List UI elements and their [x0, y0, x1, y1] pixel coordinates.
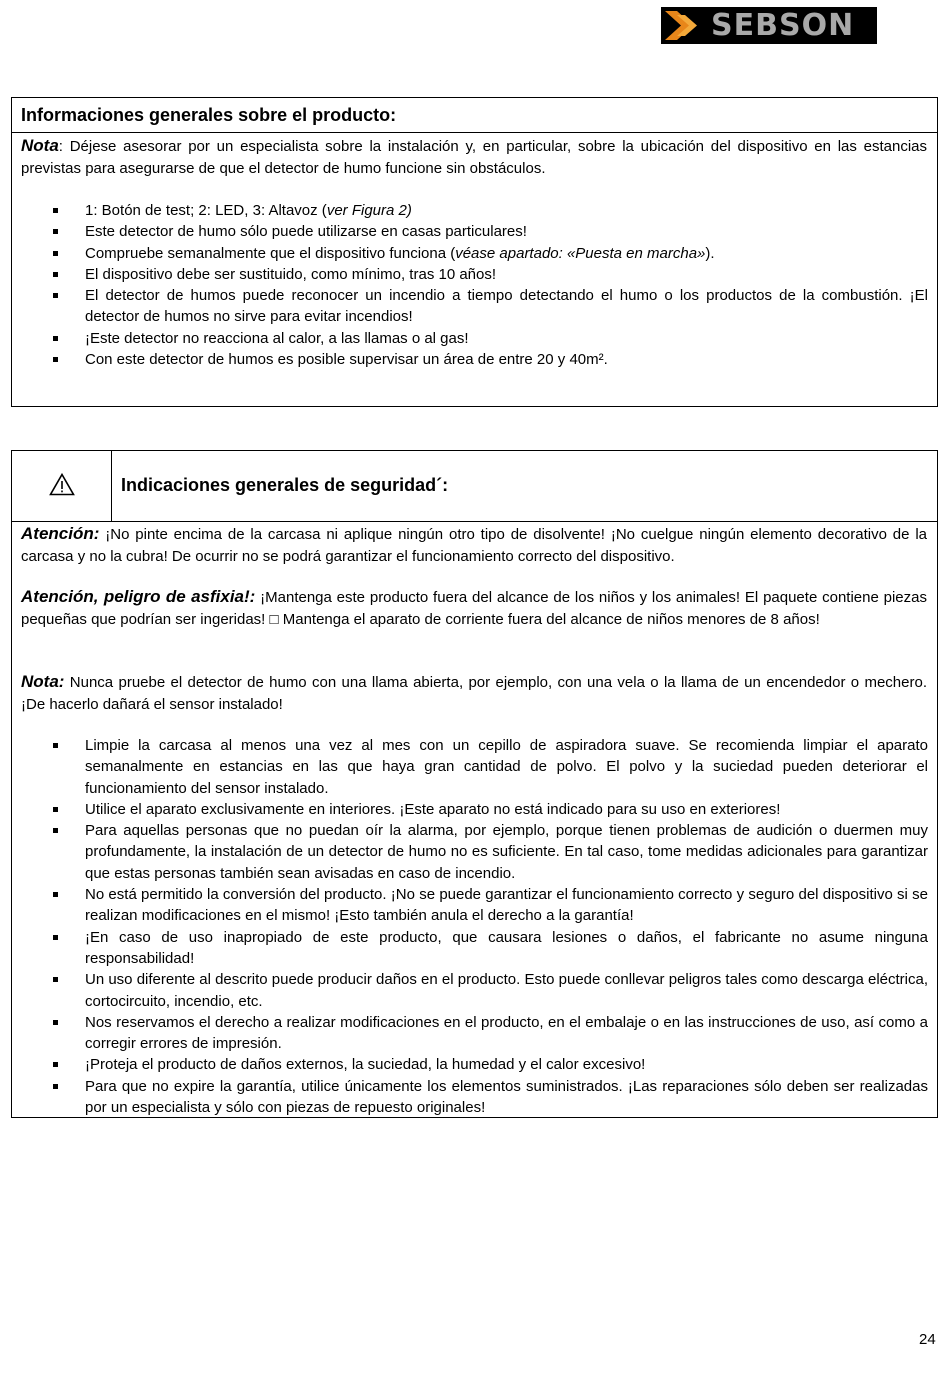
product-info-title: Informaciones generales sobre el producto:: [21, 105, 397, 125]
bullet-marker: [53, 1062, 58, 1067]
bullet-marker: [53, 977, 58, 982]
list-item-text: Con este detector de humos es posible supervisar un área de entre 20 y 40m².: [85, 351, 608, 369]
list-item: [12, 969, 937, 1012]
bullet-marker: [53, 229, 58, 234]
warning-triangle-icon: [49, 473, 75, 496]
list-item-text: 1: Botón de test; 2: LED, 3: Altavoz (: [85, 202, 327, 219]
list-item: [12, 1054, 937, 1075]
bullet-marker: [53, 892, 58, 897]
list-item-text: Nos reservamos el derecho a realizar modificaciones en el producto, en el embalaje o en las instrucciones de uso, así como a corregir errores de impresión.: [85, 1013, 928, 1053]
list-item: [12, 799, 937, 820]
list-item-text: El dispositivo debe ser sustituido, como mínimo, tras 10 años!: [85, 265, 497, 283]
bullet-marker: [53, 251, 58, 256]
list-item: [12, 1012, 937, 1055]
attention-paragraph: [21, 523, 927, 567]
bullet-marker: [53, 208, 58, 213]
bullet-marker: [53, 357, 58, 362]
product-info-list: [12, 200, 937, 370]
list-item-text: Utilice el aparato exclusivamente en interiores. ¡Este aparato no está indicado para su uso en exteriores!: [85, 800, 781, 818]
list-item: [12, 221, 937, 242]
product-info-note: [21, 135, 927, 179]
bullet-marker: [53, 336, 58, 341]
warning-cell: [12, 451, 112, 521]
safety-note-label: Nota:: [21, 672, 65, 691]
bullet-marker: [53, 293, 58, 298]
list-item: [12, 200, 937, 221]
list-item: [12, 243, 937, 264]
bullet-marker: [53, 1084, 58, 1089]
list-item-text: ¡Proteja el producto de daños externos, la suciedad, la humedad y el calor excesivo!: [85, 1056, 646, 1074]
note-text: : Déjese asesorar por un especialista sobre la instalación y, en particular, sobre la ubicación del dispositivo en las estancias previstas para asegurarse de que el detector de humo funcione sin obstáculos.: [21, 138, 927, 177]
attention-label: Atención:: [21, 524, 100, 543]
list-item-text: Para que no expire la garantía, utilice únicamente los elementos suministrados. ¡Las reparaciones sólo deben ser realizadas por un especialista y sólo con piezas de repuesto originales!: [85, 1077, 928, 1117]
suffocation-label: Atención, peligro de asfixia!:: [21, 587, 256, 606]
bullet-marker: [53, 935, 58, 940]
list-item-text: No está permitido la conversión del producto. ¡No se puede garantizar el funcionamiento correcto y seguro del dispositivo si se realizan modificaciones en el mismo! ¡Esto también anula el derecho a la garantía!: [85, 886, 928, 925]
bullet-marker: [53, 743, 58, 748]
bullet-marker: [53, 828, 58, 833]
safety-title: Indicaciones generales de seguridad´:: [121, 475, 449, 495]
list-item-text: El detector de humos puede reconocer un incendio a tiempo detectando el humo o los productos de la combustión. ¡El detector de humos no sirve para evitar incendios!: [85, 287, 928, 326]
safety-section: [11, 450, 938, 1118]
list-item-text: ¡En caso de uso inapropiado de este producto, que causara lesiones o daños, el fabricante no asume ninguna responsabilidad!: [85, 928, 928, 967]
list-item: [12, 884, 937, 927]
list-item-text: Limpie la carcasa al menos una vez al mes con un cepillo de aspiradora suave. Se recomienda limpiar el aparato semanalmente en estancias en las que haya gran cantidad de polvo. El polvo y la suciedad pueden deteriorar el funcionamiento del sensor instalado.: [85, 737, 928, 797]
list-item: [12, 735, 937, 799]
safety-note-text: Nunca pruebe el detector de humo con una llama abierta, por ejemplo, con una vela o la llama de un encendedor o mechero. ¡De hacerlo dañará el sensor instalado!: [21, 674, 927, 713]
divider: [12, 521, 937, 522]
list-item-text: Compruebe semanalmente que el dispositivo funciona (: [85, 244, 456, 262]
bullet-marker: [53, 1020, 58, 1025]
bullet-marker: [53, 272, 58, 277]
list-item: [12, 820, 937, 884]
list-item-italic: véase apartado: «Puesta en marcha»: [455, 244, 706, 262]
sebson-logo: [661, 7, 877, 44]
list-item: [12, 328, 937, 349]
suffocation-paragraph: [21, 586, 927, 630]
list-item-italic: ver Figura 2): [326, 202, 412, 219]
list-item: [12, 1076, 937, 1119]
chevron-logo-icon: [661, 7, 711, 44]
list-item: [12, 285, 937, 328]
list-item-text: Un uso diferente al descrito puede producir daños en el producto. Esto puede conllevar peligros tales como descarga eléctrica, cortocircuito, incendio, etc.: [85, 971, 928, 1010]
logo-wordmark: SEBSON: [711, 8, 855, 43]
attention-text: ¡No pinte encima de la carcasa ni aplique ningún otro tipo de disolvente! ¡No cuelgue ningún elemento decorativo de la carcasa y no la cubra! De ocurrir no se podrá garantizar el funcionamiento correcto del dispositivo.: [21, 526, 927, 565]
list-item-text: ¡Este detector no reacciona al calor, a las llamas o al gas!: [85, 329, 469, 347]
list-item: [12, 349, 937, 370]
note-label: Nota: [21, 136, 59, 155]
list-item-text: Este detector de humo sólo puede utilizarse en casas particulares!: [85, 223, 527, 241]
suffocation-text: ¡Mantenga este producto fuera del alcance de los niños y los animales! El paquete contiene piezas pequeñas que podrían ser ingeridas! □ Mantenga el aparato de corriente fuera del alcance de niños menores de 8 años!: [21, 589, 927, 628]
safety-list: [12, 735, 937, 1118]
list-item-text: Para aquellas personas que no puedan oír la alarma, por ejemplo, porque tienen problemas de audición o duermen muy profundamente, la instalación de un detector de humo no es suficiente. En tal caso, tome medidas adicionales para garantizar que estas personas también sean avisadas en caso de incendio.: [85, 822, 928, 882]
list-item-after: ).: [705, 244, 715, 262]
page-number: 24: [919, 1331, 936, 1348]
list-item: [12, 264, 937, 285]
safety-note-paragraph: [21, 671, 927, 715]
bullet-marker: [53, 807, 58, 812]
product-info-section: [11, 97, 938, 407]
list-item: [12, 927, 937, 970]
divider: [12, 132, 937, 133]
